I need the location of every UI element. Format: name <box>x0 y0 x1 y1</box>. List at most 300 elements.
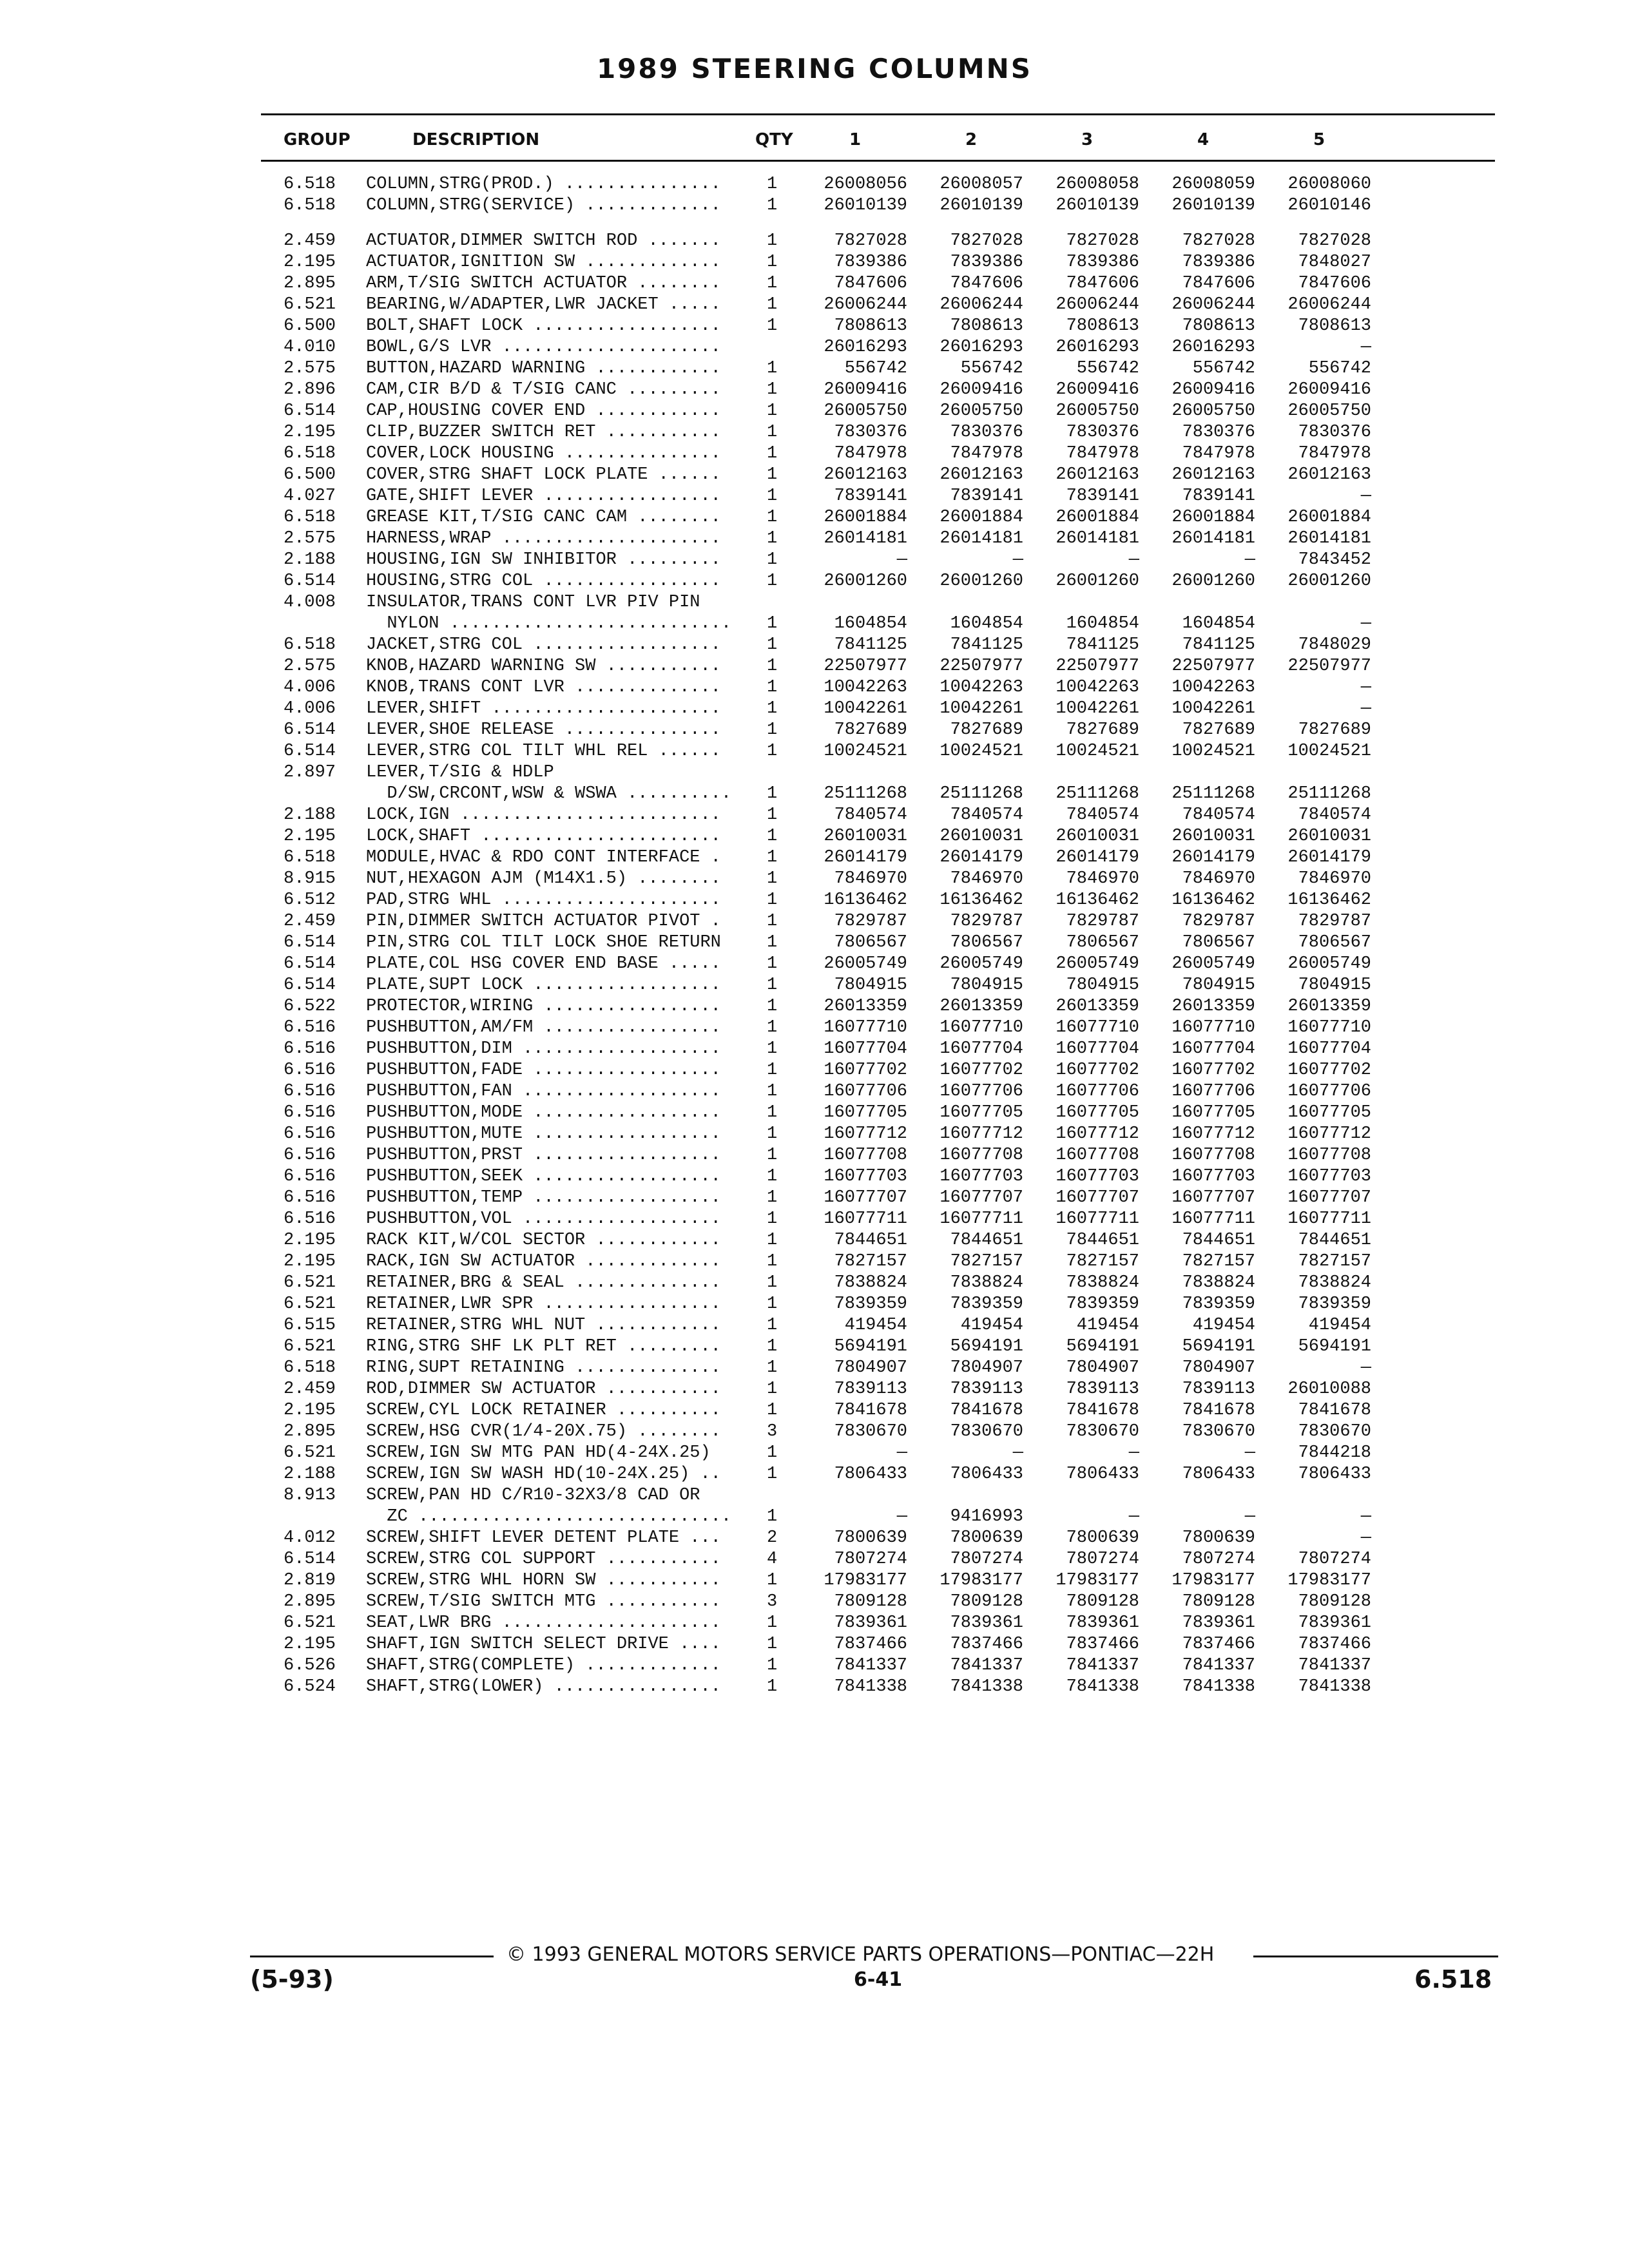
table-row <box>0 762 1629 783</box>
part-number-cell: 26005749 <box>1171 954 1255 974</box>
part-number-cell: 7827689 <box>834 720 907 740</box>
table-row <box>0 1379 1629 1400</box>
part-number-cell: 16136462 <box>1055 890 1139 910</box>
group-cell: 2.575 <box>284 359 336 378</box>
part-number-cell: 26010031 <box>1287 827 1371 846</box>
description-cell: PLATE,COL HSG COVER END BASE ..... <box>366 954 721 974</box>
part-number-cell: 7841338 <box>1182 1677 1255 1696</box>
part-number-cell: 26010139 <box>940 196 1023 215</box>
part-number-cell: 16077705 <box>940 1103 1023 1122</box>
part-number-cell: 419454 <box>1192 1316 1255 1335</box>
part-number-cell: 7809128 <box>1298 1592 1371 1611</box>
part-number-cell: 7839113 <box>1066 1379 1139 1399</box>
group-cell: 4.006 <box>284 678 336 697</box>
part-number-cell: 16077710 <box>1287 1018 1371 1037</box>
qty-cell: 1 <box>767 1635 778 1654</box>
description-cell: COLUMN,STRG(PROD.) ............... <box>366 175 721 194</box>
part-number-cell: 7827157 <box>1066 1252 1139 1271</box>
part-number-cell: 7840574 <box>1066 805 1139 825</box>
table-row <box>0 592 1629 613</box>
part-number-cell: 26016293 <box>1171 338 1255 357</box>
table-row <box>0 613 1629 635</box>
description-cell: BUTTON,HAZARD WARNING ............ <box>366 359 721 378</box>
part-number-cell: 26016293 <box>940 338 1023 357</box>
part-number-cell: 7809128 <box>950 1592 1023 1611</box>
qty-cell: 1 <box>767 1103 778 1122</box>
group-cell: 2.195 <box>284 827 336 846</box>
part-number-cell: 16136462 <box>1287 890 1371 910</box>
part-number-cell: 7830376 <box>1066 423 1139 442</box>
part-number-cell: 7839141 <box>1182 486 1255 506</box>
part-number-cell: 26010146 <box>1287 196 1371 215</box>
part-number-cell: 26001260 <box>1055 572 1139 591</box>
qty-cell: 1 <box>767 678 778 697</box>
part-number-cell: 7827157 <box>834 1252 907 1271</box>
qty-cell: 3 <box>767 1422 778 1441</box>
table-row <box>0 783 1629 805</box>
part-number-cell: 22507977 <box>1055 657 1139 676</box>
part-number-cell: 10042263 <box>940 678 1023 697</box>
qty-cell: 1 <box>767 1039 778 1059</box>
qty-cell: 1 <box>767 912 778 931</box>
part-number-cell: 7830376 <box>1298 423 1371 442</box>
description-cell: PLATE,SUPT LOCK .................. <box>366 975 721 995</box>
part-number-cell: 7804915 <box>1066 975 1139 995</box>
part-number-cell: 7847606 <box>1066 274 1139 293</box>
part-number-cell: 7840574 <box>834 805 907 825</box>
part-number-cell: 7839386 <box>1182 253 1255 272</box>
group-cell: 6.521 <box>284 1273 336 1293</box>
group-cell: 6.521 <box>284 1294 336 1314</box>
table-row <box>0 1591 1629 1613</box>
part-number-cell: 7800639 <box>950 1528 1023 1548</box>
part-number-cell: 26005749 <box>1055 954 1139 974</box>
qty-cell: 1 <box>767 465 778 485</box>
qty-cell: 1 <box>767 1209 778 1229</box>
part-number-cell: 25111268 <box>940 784 1023 803</box>
description-cell: GATE,SHIFT LEVER ................. <box>366 486 721 506</box>
group-cell: 6.518 <box>284 444 336 463</box>
description-cell: PUSHBUTTON,AM/FM ................. <box>366 1018 721 1037</box>
qty-cell: 1 <box>767 316 778 336</box>
qty-cell: 1 <box>767 827 778 846</box>
table-row <box>0 1102 1629 1124</box>
part-number-cell: 7830670 <box>1298 1422 1371 1441</box>
group-cell: 6.516 <box>284 1146 336 1165</box>
part-number-cell: 26012163 <box>1055 465 1139 485</box>
table-row <box>0 571 1629 592</box>
group-cell: 6.521 <box>284 295 336 314</box>
group-cell: 2.819 <box>284 1571 336 1590</box>
part-number-cell: — <box>1244 550 1255 570</box>
part-number-cell: 26001884 <box>1287 508 1371 527</box>
group-cell: 2.195 <box>284 1231 336 1250</box>
group-cell: 6.514 <box>284 975 336 995</box>
qty-cell: 1 <box>767 1294 778 1314</box>
group-cell: 4.010 <box>284 338 336 357</box>
part-number-cell: 7847606 <box>834 274 907 293</box>
table-row <box>0 1613 1629 1634</box>
part-number-cell: 7807274 <box>1182 1550 1255 1569</box>
description-cell: INSULATOR,TRANS CONT LVR PIV PIN <box>366 593 700 612</box>
table-row <box>0 698 1629 720</box>
table-row <box>0 1145 1629 1166</box>
table-row <box>0 358 1629 380</box>
group-cell: 6.514 <box>284 1550 336 1569</box>
part-number-cell: 7841678 <box>1182 1401 1255 1420</box>
part-number-cell: 16136462 <box>940 890 1023 910</box>
part-number-cell: 7847978 <box>834 444 907 463</box>
part-number-cell: 26012163 <box>1171 465 1255 485</box>
table-row <box>0 380 1629 401</box>
part-number-cell: — <box>1360 1358 1371 1378</box>
part-number-cell: 7847606 <box>1182 274 1255 293</box>
description-cell: SCREW,T/SIG SWITCH MTG ........... <box>366 1592 721 1611</box>
description-cell: MODULE,HVAC & RDO CONT INTERFACE . <box>366 848 721 867</box>
part-number-cell: 556742 <box>960 359 1023 378</box>
part-number-cell: 26001884 <box>1055 508 1139 527</box>
group-cell: 6.516 <box>284 1167 336 1186</box>
group-cell: 6.516 <box>284 1018 336 1037</box>
part-number-cell: 556742 <box>1076 359 1139 378</box>
description-cell: SCREW,PAN HD C/R10-32X3/8 CAD OR <box>366 1486 700 1505</box>
part-number-cell: 7843452 <box>1298 550 1371 570</box>
group-cell: 6.521 <box>284 1613 336 1633</box>
table-row <box>0 975 1629 996</box>
table-row <box>0 195 1629 216</box>
part-number-cell: 26001260 <box>1171 572 1255 591</box>
part-number-cell: 17983177 <box>1171 1571 1255 1590</box>
qty-cell: 1 <box>767 423 778 442</box>
part-number-cell: — <box>1360 614 1371 633</box>
part-number-cell: 1604854 <box>834 614 907 633</box>
part-number-cell: 10042261 <box>1055 699 1139 718</box>
header-col-5: 5 <box>1313 130 1325 149</box>
qty-cell: 3 <box>767 1592 778 1611</box>
part-number-cell: 26008058 <box>1055 175 1139 194</box>
part-number-cell: 7808613 <box>950 316 1023 336</box>
part-number-cell: 7839386 <box>950 253 1023 272</box>
description-cell: RACK,IGN SW ACTUATOR ............. <box>366 1252 721 1271</box>
qty-cell: 1 <box>767 1507 778 1526</box>
part-number-cell: 16077704 <box>1171 1039 1255 1059</box>
part-number-cell: 419454 <box>1308 1316 1371 1335</box>
table-row <box>0 869 1629 890</box>
part-number-cell: 5694191 <box>834 1337 907 1356</box>
table-row <box>0 1634 1629 1655</box>
description-cell: LEVER,SHIFT ...................... <box>366 699 721 718</box>
qty-cell: 1 <box>767 997 778 1016</box>
part-number-cell: 16077706 <box>1055 1082 1139 1101</box>
part-number-cell: 26014179 <box>824 848 907 867</box>
part-number-cell: 26013359 <box>824 997 907 1016</box>
group-cell: 6.518 <box>284 175 336 194</box>
part-number-cell: 16077703 <box>1287 1167 1371 1186</box>
part-number-cell: 7837466 <box>1066 1635 1139 1654</box>
part-number-cell: 16077705 <box>1171 1103 1255 1122</box>
part-number-cell: 7804915 <box>1182 975 1255 995</box>
part-number-cell: 26001884 <box>1171 508 1255 527</box>
header-description: DESCRIPTION <box>412 130 540 149</box>
part-number-cell: 10024521 <box>1055 742 1139 761</box>
qty-cell: 1 <box>767 1252 778 1271</box>
part-number-cell: 7844218 <box>1298 1443 1371 1463</box>
part-number-cell: — <box>1360 1507 1371 1526</box>
part-number-cell: 16077704 <box>1055 1039 1139 1059</box>
part-number-cell: 26014179 <box>1171 848 1255 867</box>
part-number-cell: 16077711 <box>824 1209 907 1229</box>
part-number-cell: 7839359 <box>1298 1294 1371 1314</box>
part-number-cell: 7846970 <box>1066 869 1139 889</box>
group-cell: 2.575 <box>284 657 336 676</box>
description-cell: PUSHBUTTON,VOL ................... <box>366 1209 721 1229</box>
description-cell: SCREW,SHIFT LEVER DETENT PLATE ... <box>366 1528 721 1548</box>
part-number-cell: 26006244 <box>1171 295 1255 314</box>
part-number-cell: 7838824 <box>1066 1273 1139 1293</box>
part-number-cell: 7804907 <box>950 1358 1023 1378</box>
part-number-cell: 7841338 <box>1298 1677 1371 1696</box>
qty-cell: 1 <box>767 1379 778 1399</box>
description-cell: PUSHBUTTON,TEMP .................. <box>366 1188 721 1207</box>
qty-cell: 1 <box>767 401 778 421</box>
group-cell: 6.516 <box>284 1188 336 1207</box>
description-cell: RACK KIT,W/COL SECTOR ............ <box>366 1231 721 1250</box>
part-number-cell: 16077702 <box>1055 1061 1139 1080</box>
part-number-cell: 16077703 <box>940 1167 1023 1186</box>
part-number-cell: 16077710 <box>1171 1018 1255 1037</box>
part-number-cell: 7841125 <box>834 635 907 655</box>
header-col-4: 4 <box>1197 130 1210 149</box>
group-cell: 6.500 <box>284 465 336 485</box>
part-number-cell: — <box>1360 1528 1371 1548</box>
part-number-cell: 1604854 <box>950 614 1023 633</box>
part-number-cell: 419454 <box>844 1316 907 1335</box>
group-cell: 6.518 <box>284 635 336 655</box>
table-row <box>0 847 1629 869</box>
part-number-cell: 22507977 <box>1287 657 1371 676</box>
part-number-cell: 7844651 <box>1182 1231 1255 1250</box>
part-number-cell: 7838824 <box>1298 1273 1371 1293</box>
group-cell: 2.195 <box>284 1401 336 1420</box>
part-number-cell: 7839113 <box>1182 1379 1255 1399</box>
header-col-2: 2 <box>965 130 978 149</box>
table-row <box>0 826 1629 847</box>
part-number-cell: 7839361 <box>1298 1613 1371 1633</box>
table-row <box>0 954 1629 975</box>
part-number-cell: 16077708 <box>1055 1146 1139 1165</box>
part-number-cell: 16077702 <box>940 1061 1023 1080</box>
part-number-cell: 7827157 <box>950 1252 1023 1271</box>
part-number-cell: 7808613 <box>1066 316 1139 336</box>
part-number-cell: 26014181 <box>1055 529 1139 548</box>
description-cell: RETAINER,STRG WHL NUT ............ <box>366 1316 721 1335</box>
qty-cell: 1 <box>767 508 778 527</box>
part-number-cell: 16077702 <box>1287 1061 1371 1080</box>
part-number-cell: 16077707 <box>824 1188 907 1207</box>
part-number-cell: 5694191 <box>1182 1337 1255 1356</box>
table-row <box>0 174 1629 195</box>
part-number-cell: 26014179 <box>1055 848 1139 867</box>
table-row <box>0 996 1629 1017</box>
table-row <box>0 1230 1629 1251</box>
group-cell: 2.195 <box>284 423 336 442</box>
part-number-cell: 16077704 <box>824 1039 907 1059</box>
part-number-cell: 26006244 <box>1287 295 1371 314</box>
group-cell: 2.459 <box>284 1379 336 1399</box>
qty-cell: 1 <box>767 614 778 633</box>
description-cell: NYLON ........................... <box>366 614 732 633</box>
group-cell: 2.895 <box>284 1422 336 1441</box>
part-number-cell: 10024521 <box>1171 742 1255 761</box>
part-number-cell: 7830670 <box>1182 1422 1255 1441</box>
qty-cell: 1 <box>767 175 778 194</box>
part-number-cell: — <box>1244 1443 1255 1463</box>
description-cell: PUSHBUTTON,MUTE .................. <box>366 1124 721 1144</box>
part-number-cell: 26016293 <box>1055 338 1139 357</box>
qty-cell: 1 <box>767 1082 778 1101</box>
part-number-cell: 7806433 <box>834 1465 907 1484</box>
table-row <box>0 890 1629 911</box>
part-number-cell: 7837466 <box>950 1635 1023 1654</box>
qty-cell: 1 <box>767 1465 778 1484</box>
part-number-cell: 7809128 <box>1182 1592 1255 1611</box>
qty-cell: 1 <box>767 572 778 591</box>
description-cell: NUT,HEXAGON AJM (M14X1.5) ........ <box>366 869 721 889</box>
description-cell: BOLT,SHAFT LOCK .................. <box>366 316 721 336</box>
part-number-cell: 16077711 <box>1287 1209 1371 1229</box>
header-bottom-rule <box>261 160 1495 162</box>
part-number-cell: 16077704 <box>1287 1039 1371 1059</box>
part-number-cell: 17983177 <box>824 1571 907 1590</box>
part-number-cell: 7839386 <box>1066 253 1139 272</box>
part-number-cell: 7846970 <box>834 869 907 889</box>
part-number-cell: 7827028 <box>1182 231 1255 251</box>
part-number-cell: 5694191 <box>950 1337 1023 1356</box>
description-cell: SHAFT,IGN SWITCH SELECT DRIVE .... <box>366 1635 721 1654</box>
part-number-cell: 16077708 <box>1287 1146 1371 1165</box>
group-cell: 2.895 <box>284 1592 336 1611</box>
part-number-cell: 16077705 <box>1287 1103 1371 1122</box>
part-number-cell: — <box>896 1507 907 1526</box>
table-row <box>0 422 1629 443</box>
table-row <box>0 486 1629 507</box>
part-number-cell: 5694191 <box>1066 1337 1139 1356</box>
group-cell: 6.514 <box>284 401 336 421</box>
qty-cell: 1 <box>767 1443 778 1463</box>
part-number-cell: 7841125 <box>1182 635 1255 655</box>
part-number-cell: 7830376 <box>834 423 907 442</box>
part-number-cell: — <box>896 1443 907 1463</box>
qty-cell: 1 <box>767 1571 778 1590</box>
part-number-cell: 7829787 <box>1182 912 1255 931</box>
part-number-cell: — <box>1128 550 1139 570</box>
group-cell: 6.526 <box>284 1656 336 1675</box>
part-number-cell: 16077706 <box>824 1082 907 1101</box>
part-number-cell: — <box>1360 678 1371 697</box>
table-row <box>0 1209 1629 1230</box>
part-number-cell: 7806433 <box>950 1465 1023 1484</box>
part-number-cell: 25111268 <box>824 784 907 803</box>
description-cell: LOCK,SHAFT ....................... <box>366 827 721 846</box>
part-number-cell: 26014181 <box>940 529 1023 548</box>
qty-cell: 1 <box>767 1231 778 1250</box>
part-number-cell: 7841337 <box>1066 1656 1139 1675</box>
part-number-cell: 16136462 <box>824 890 907 910</box>
part-number-cell: 25111268 <box>1055 784 1139 803</box>
description-cell: SHAFT,STRG(LOWER) ................ <box>366 1677 721 1696</box>
qty-cell: 1 <box>767 1613 778 1633</box>
description-cell: ACTUATOR,IGNITION SW ............. <box>366 253 721 272</box>
part-number-cell: 16136462 <box>1171 890 1255 910</box>
part-number-cell: 16077710 <box>824 1018 907 1037</box>
part-number-cell: — <box>1360 699 1371 718</box>
part-number-cell: 7827028 <box>950 231 1023 251</box>
description-cell: HOUSING,STRG COL ................. <box>366 572 721 591</box>
part-number-cell: 7839361 <box>834 1613 907 1633</box>
description-cell: RETAINER,LWR SPR ................. <box>366 1294 721 1314</box>
part-number-cell: 26009416 <box>1171 380 1255 399</box>
part-number-cell: 7838824 <box>950 1273 1023 1293</box>
qty-cell: 1 <box>767 1358 778 1378</box>
part-number-cell: 7809128 <box>834 1592 907 1611</box>
table-row <box>0 401 1629 422</box>
description-cell: RING,SUPT RETAINING .............. <box>366 1358 721 1378</box>
part-number-cell: 26013359 <box>1171 997 1255 1016</box>
part-number-cell: 7847978 <box>1066 444 1139 463</box>
group-cell: 2.459 <box>284 231 336 251</box>
description-cell: PROTECTOR,WIRING ................. <box>366 997 721 1016</box>
part-number-cell: 7827689 <box>1298 720 1371 740</box>
part-number-cell: 10024521 <box>940 742 1023 761</box>
footer-rule-left <box>250 1956 494 1957</box>
description-cell: KNOB,TRANS CONT LVR .............. <box>366 678 721 697</box>
qty-cell: 1 <box>767 359 778 378</box>
part-number-cell: 26012163 <box>940 465 1023 485</box>
part-number-cell: 17983177 <box>1287 1571 1371 1590</box>
group-cell: 2.188 <box>284 1465 336 1484</box>
qty-cell: 1 <box>767 1273 778 1293</box>
part-number-cell: 7844651 <box>834 1231 907 1250</box>
part-number-cell: 25111268 <box>1171 784 1255 803</box>
part-number-cell: 7838824 <box>1182 1273 1255 1293</box>
description-cell: BOWL,G/S LVR ..................... <box>366 338 721 357</box>
part-number-cell: 7829787 <box>1298 912 1371 931</box>
group-cell: 2.188 <box>284 805 336 825</box>
part-number-cell: 7837466 <box>1298 1635 1371 1654</box>
part-number-cell: 7844651 <box>1298 1231 1371 1250</box>
table-row <box>0 273 1629 294</box>
group-cell: 2.575 <box>284 529 336 548</box>
page-title: 1989 STEERING COLUMNS <box>596 53 1033 84</box>
table-row <box>0 1677 1629 1698</box>
group-cell: 6.524 <box>284 1677 336 1696</box>
part-number-cell: 26009416 <box>1055 380 1139 399</box>
part-number-cell: 7839386 <box>834 253 907 272</box>
part-number-cell: 16077704 <box>940 1039 1023 1059</box>
part-number-cell: 26010031 <box>1055 827 1139 846</box>
table-row <box>0 911 1629 932</box>
part-number-cell: 10042263 <box>1055 678 1139 697</box>
part-number-cell: 26008059 <box>1171 175 1255 194</box>
table-row <box>0 1443 1629 1464</box>
table-row <box>0 1528 1629 1549</box>
part-number-cell: 26005750 <box>824 401 907 421</box>
part-number-cell: 7806433 <box>1182 1465 1255 1484</box>
part-number-cell: 26001260 <box>824 572 907 591</box>
qty-cell: 1 <box>767 1677 778 1696</box>
part-number-cell: 7806433 <box>1298 1465 1371 1484</box>
part-number-cell: 17983177 <box>940 1571 1023 1590</box>
